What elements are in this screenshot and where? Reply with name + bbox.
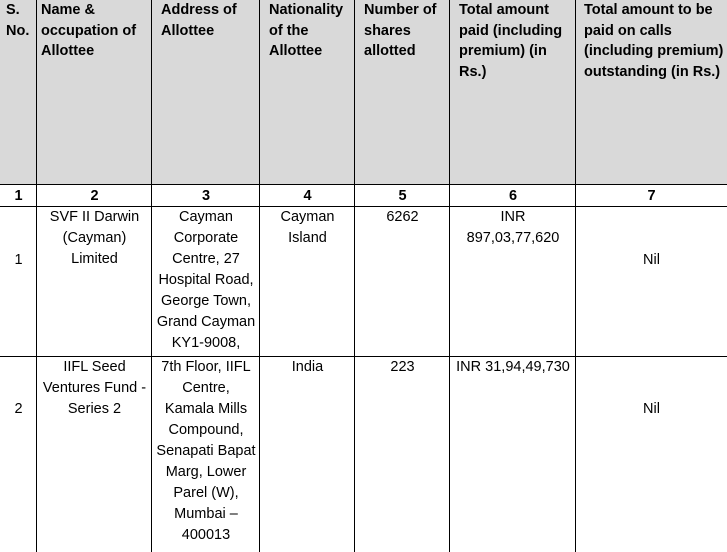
row1-address: Cayman Corporate Centre, 27 Hospital Road, George Town, Grand Cayman KY1-9008,: [156, 209, 256, 351]
column-number: 6: [508, 188, 518, 204]
column-number: 1: [14, 188, 23, 204]
grid-line: [354, 0, 355, 552]
row2-amount-paid: INR 31,94,49,730: [456, 359, 570, 375]
row1-nationality: Cayman Island: [280, 209, 335, 246]
row1-sno: 1: [14, 252, 23, 268]
grid-line: [575, 0, 576, 552]
column-number: 5: [398, 188, 407, 204]
header-amount-paid: Total amount paid (including premium) (in Rs.): [459, 2, 563, 80]
grid-line: [0, 206, 727, 207]
row1-shares: 6262: [386, 209, 419, 225]
column-number: 2: [90, 188, 99, 204]
column-number: 4: [303, 188, 312, 204]
header-name: Name & occupation of Allottee: [41, 2, 137, 59]
row2-outstanding: Nil: [643, 401, 660, 417]
column-number: 7: [647, 188, 656, 204]
grid-line: [0, 356, 727, 357]
grid-line: [0, 184, 727, 185]
row1-outstanding: Nil: [643, 252, 660, 268]
column-number: 3: [201, 188, 211, 204]
grid-line: [259, 0, 260, 552]
row2-sno: 2: [14, 401, 23, 417]
header-shares: Number of shares allotted: [364, 2, 437, 59]
grid-line: [36, 0, 37, 552]
grid-line: [151, 0, 152, 552]
header-address: Address of Allottee: [161, 2, 237, 39]
row1-amount-paid: INR 897,03,77,620: [466, 209, 560, 246]
row1-name: SVF II Darwin (Cayman) Limited: [49, 209, 140, 267]
header-amount-outstanding: Total amount to be paid on calls (including premium) outstanding (in Rs.): [584, 2, 724, 80]
grid-line: [449, 0, 450, 552]
row2-nationality: India: [291, 359, 324, 375]
header-sno: S. No.: [6, 2, 30, 39]
header-nationality: Nationality of the Allottee: [269, 2, 344, 59]
row2-name: IIFL Seed Ventures Fund - Series 2: [42, 359, 147, 417]
row2-shares: 223: [390, 359, 415, 375]
row2-address: 7th Floor, IIFL Centre, Kamala Mills Compound, Senapati Bapat Marg, Lower Parel (W), Mumbai – 400013: [156, 359, 256, 543]
